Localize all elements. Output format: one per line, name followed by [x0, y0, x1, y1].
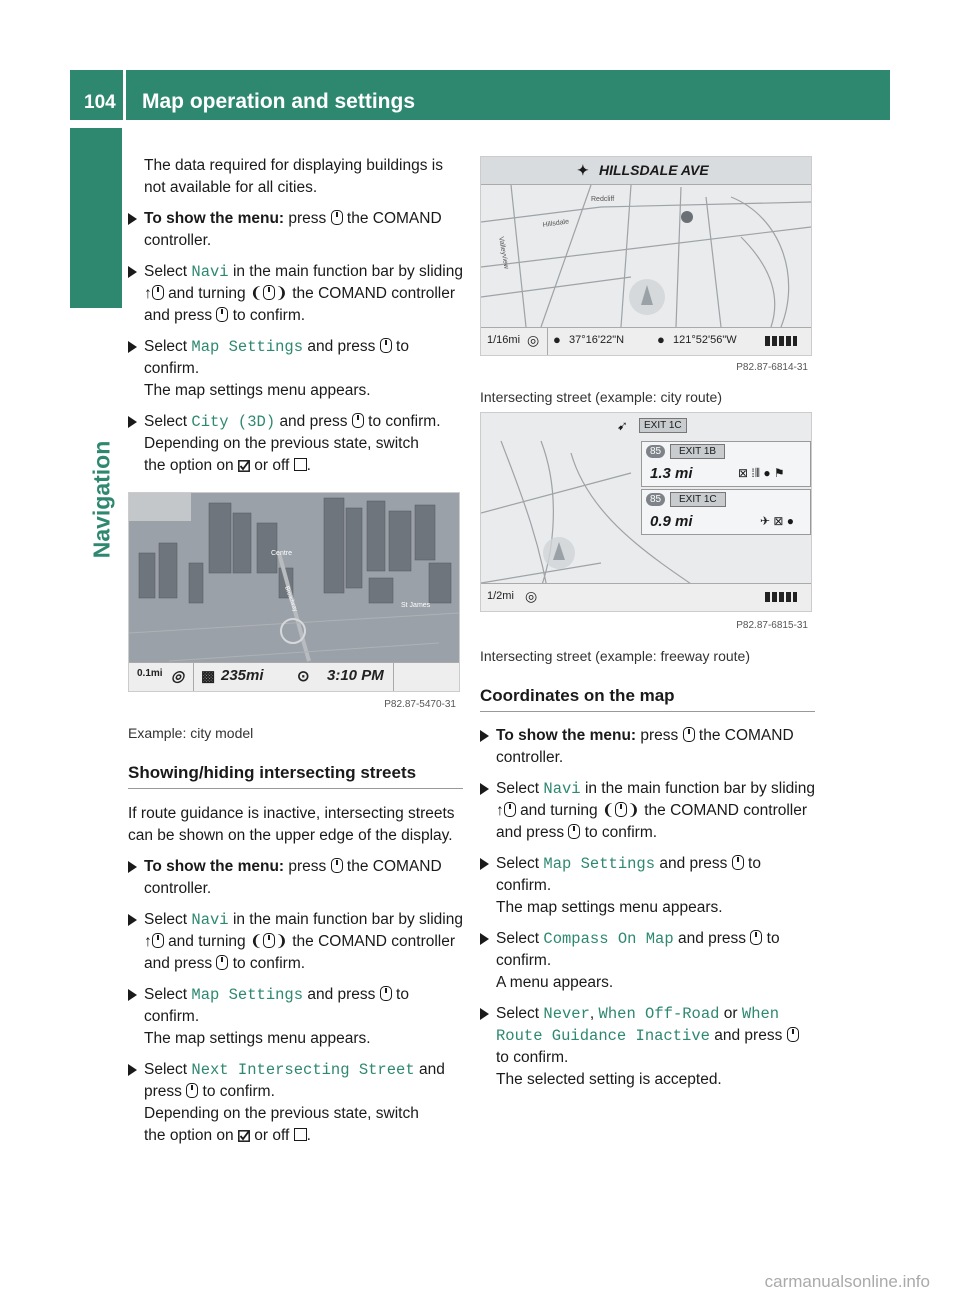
label-centre: Centre	[271, 550, 293, 557]
press-knob-icon	[787, 1027, 799, 1042]
watermark: carmanualsonline.info	[764, 1272, 930, 1291]
step-city3d: Select City (3D) and press to confirm. Depending on the previous state, switch the option on or off .	[128, 411, 463, 477]
step-select-navi: Select Navi in the main function bar by sliding ↑ and turning ❨ ❩ the COMAND controller and press to confirm.	[128, 261, 463, 327]
exit-arrow-icon: ➹	[617, 418, 628, 433]
step-select-navi-3: Select Navi in the main function bar by sliding ↑ and turning ❨ ❩ the COMAND controller and press to confirm.	[480, 778, 815, 844]
figure2-code: P82.87-6814-31	[736, 362, 808, 373]
exit-sign-top: EXIT 1C	[639, 418, 687, 433]
scale-label: 1/2mi	[487, 590, 514, 602]
label-st-james: St James	[401, 602, 431, 609]
compass-icon: ◎	[525, 588, 538, 604]
slide-knob-icon	[152, 933, 164, 948]
globe-icon: ●	[657, 332, 665, 347]
step-map-settings-3: Select Map Settings and press to confirm. The map settings menu appears.	[480, 853, 815, 919]
press-knob-icon	[331, 858, 343, 873]
header-separator	[123, 70, 126, 120]
press-knob-icon	[380, 338, 392, 353]
compass-icon: ◎	[527, 332, 540, 348]
latitude-value: 37°16'22"N	[569, 334, 625, 346]
press-knob-icon	[568, 824, 580, 839]
label-hillsdale: Hillsdale	[542, 218, 570, 229]
slide-knob-icon	[152, 285, 164, 300]
arrival-time: 3:10 PM	[327, 667, 384, 684]
figure3-caption: Intersecting street (example: freeway route)	[480, 648, 751, 664]
figure1-caption: Example: city model	[128, 725, 254, 741]
step-show-menu-3: To show the menu: press the COMAND controller.	[480, 725, 815, 769]
label-redcliff: Redcliff	[591, 196, 615, 203]
street-name: HILLSDALE AVE	[599, 162, 709, 178]
side-label	[82, 400, 122, 600]
press-knob-icon	[216, 955, 228, 970]
exit-card-1	[641, 441, 811, 487]
press-knob-icon	[732, 855, 744, 870]
checkbox-empty-icon	[294, 1128, 307, 1141]
coords-status-bar	[481, 327, 811, 355]
figure3-code: P82.87-6815-31	[736, 620, 808, 631]
city-route-map-image	[481, 157, 811, 355]
route-shield: 85	[646, 445, 665, 458]
step-next-street: Select Next Intersecting Street and press to confirm. Depending on the previous state, switch the option on or off .	[128, 1059, 463, 1147]
exit-distance: 0.9 mi	[650, 513, 693, 530]
figure1-code: P82.87-5470-31	[384, 699, 456, 710]
checkbox-empty-icon	[294, 458, 307, 471]
press-knob-icon	[331, 210, 343, 225]
signal-strength-icon	[765, 592, 797, 602]
clock-icon: ⊙	[297, 668, 310, 685]
section-intro: If route guidance is inactive, intersecting streets can be shown on the upper edge of the display.	[128, 805, 455, 844]
destination-flag-icon: ▩	[201, 668, 216, 685]
checkbox-checked-icon	[238, 1130, 250, 1142]
exit-card-2	[641, 489, 811, 535]
page-header	[70, 70, 890, 120]
label-valleyview: Valleyview	[497, 236, 510, 270]
step-show-menu: To show the menu: press the COMAND controller.	[128, 208, 463, 252]
press-knob-icon	[380, 986, 392, 1001]
label-broadway: Broadway	[283, 585, 298, 613]
distance-value: 235mi	[221, 667, 264, 684]
exit-top-bar	[481, 413, 811, 439]
scale-label: 0.1mi	[137, 668, 163, 679]
turn-knob-icon	[263, 285, 275, 300]
street-icon: ✦	[577, 162, 589, 178]
step-map-settings: Select Map Settings and press to confirm. The map settings menu appears.	[128, 336, 463, 402]
side-label-text: Navigation	[88, 440, 115, 559]
press-knob-icon	[186, 1083, 198, 1098]
exit-sign: EXIT 1B	[670, 444, 725, 459]
press-knob-icon	[352, 413, 364, 428]
exit-distance: 1.3 mi	[650, 465, 693, 482]
right-column	[480, 645, 815, 1091]
section-intersecting-streets: Showing/hiding intersecting streets	[128, 762, 463, 789]
figure-city-route	[480, 156, 812, 356]
step-compass: Select Compass On Map and press to confirm. A menu appears.	[480, 928, 815, 994]
longitude-value: 121°52'56"W	[673, 334, 737, 346]
press-knob-icon	[683, 727, 695, 742]
checkbox-checked-icon	[238, 460, 250, 472]
figure-city-model	[128, 492, 460, 692]
exit-sign: EXIT 1C	[670, 492, 726, 507]
figure2-caption: Intersecting street (example: city route)	[480, 389, 722, 405]
signal-strength-icon	[765, 336, 797, 346]
turn-knob-icon	[263, 933, 275, 948]
globe-icon: ●	[553, 332, 561, 347]
turn-knob-icon	[615, 802, 627, 817]
city-status-bar	[129, 662, 459, 691]
scale-label: 1/16mi	[487, 334, 521, 346]
route-shield: 85	[646, 493, 665, 506]
left-column-lower	[128, 722, 463, 1147]
intro-text: The data required for displaying buildings is not available for all cities.	[144, 157, 443, 196]
step-select-navi-2: Select Navi in the main function bar by sliding ↑ and turning ❨ ❩ the COMAND controller and press to confirm.	[128, 909, 463, 975]
compass-icon: ◎	[171, 668, 185, 685]
slide-knob-icon	[504, 802, 516, 817]
side-tab	[70, 128, 122, 308]
services-icon: ✈ ⊠ ●	[760, 514, 795, 528]
left-column	[128, 155, 463, 477]
press-knob-icon	[750, 930, 762, 945]
figure-freeway-route	[480, 412, 812, 612]
step-map-settings-2: Select Map Settings and press to confirm. The map settings menu appears.	[128, 984, 463, 1050]
step-show-menu-2: To show the menu: press the COMAND controller.	[128, 856, 463, 900]
page-number: 104	[84, 92, 116, 113]
page-title: Map operation and settings	[142, 90, 416, 113]
freeway-status-bar	[481, 583, 811, 611]
step-never: Select Never, When Off-Road or When Route Guidance Inactive and press to confirm. The selected setting is accepted.	[480, 1003, 815, 1091]
press-knob-icon	[216, 307, 228, 322]
section-coordinates: Coordinates on the map	[480, 685, 815, 712]
services-icon: ⊠ ⁞⦀ ● ⚑	[738, 466, 785, 480]
